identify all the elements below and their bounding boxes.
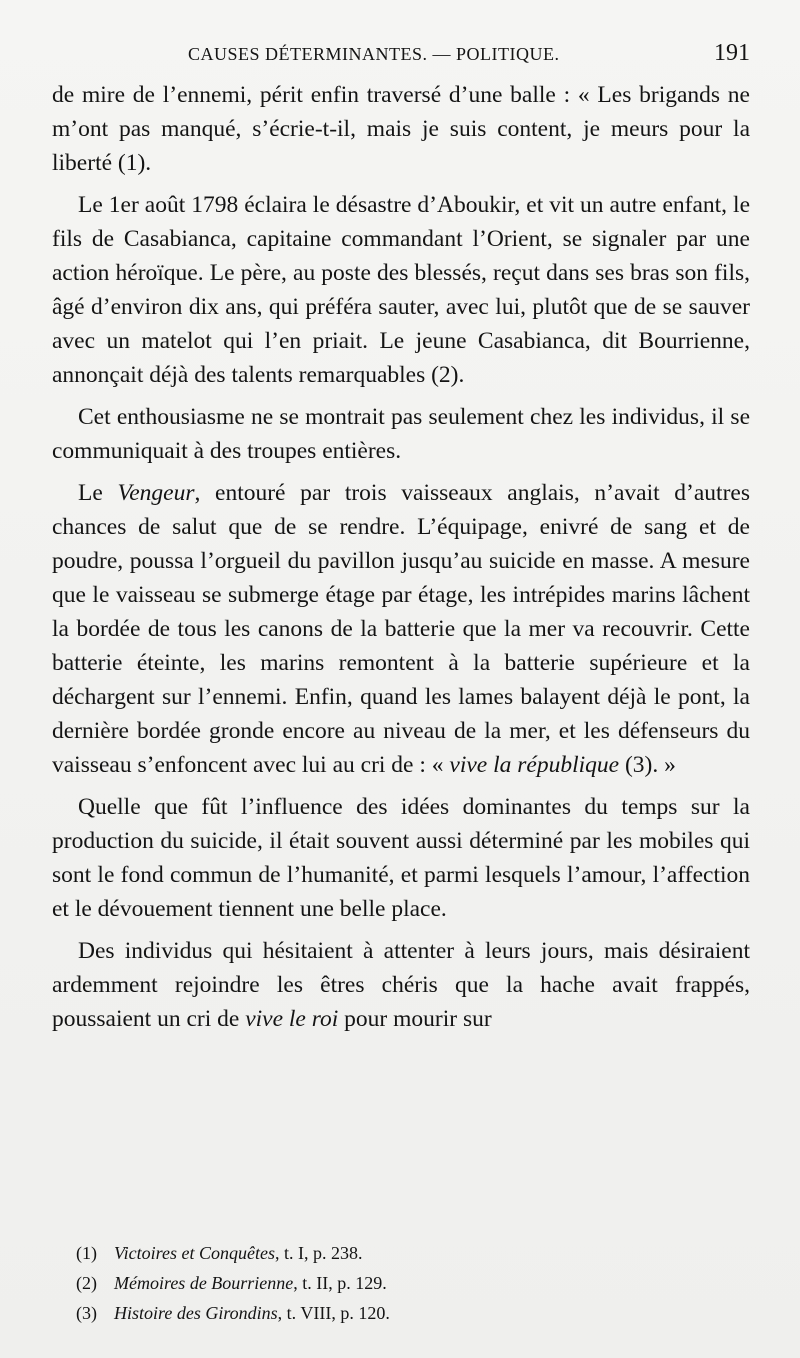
paragraph-4-body: , entouré par trois vaisseaux anglais, n’avait d’autres chances de salut que de se rendre. L’équipage, enivré de sang et de poudre, poussa l’orgueil du pavillon jusqu’au suicide en masse. A mesure que le vaisseau se submerge étage par étage, les intrépides marins lâchent la bordée de tous les canons de la batterie que la mer va recouvrir. Cette batterie éteinte, les marins remontent à la batterie supérieure et la déchargent sur l’ennemi. Enfin, quand les lames balayent déjà le pont, la dernière bordée gronde encore au niveau de la mer, et les défenseurs du vaisseau s’enfoncent avec lui au cri de : «: [52, 480, 750, 778]
page-header: [52, 40, 750, 68]
footnote-2-ref: , t. II, p. 129.: [293, 1273, 387, 1293]
paragraph-1: de mire de l’ennemi, périt enfin traversé d’une balle : « Les brigands ne m’ont pas manqué, s’écrie-t-il, mais je suis content, je meurs pour la liberté (1).: [52, 82, 750, 176]
paragraph-6-start: Des individus qui hésitaient à attenter à leurs jours, mais désiraient ardemment rejoindre les êtres chéris que la hache avait frappés, poussaient un cri de: [52, 938, 750, 1032]
footnote-1-ref: , t. I, p. 238.: [274, 1243, 363, 1263]
paragraph-6: [52, 934, 750, 1036]
footnote-3-title: Histoire des Girondins: [114, 1303, 278, 1323]
footnote-2-number: (2): [76, 1273, 97, 1293]
paragraph-4-end: (3). »: [619, 752, 676, 778]
footnote-1-number: (1): [76, 1243, 97, 1263]
page-number: 191: [714, 40, 750, 66]
cry-republique: vive la république: [449, 752, 620, 778]
ship-name: Vengeur: [117, 480, 195, 506]
footnote-3: [76, 1298, 726, 1328]
cry-roi: vive le roi: [245, 1006, 339, 1032]
footnote-3-number: (3): [76, 1303, 97, 1323]
running-head: CAUSES DÉTERMINANTES. — POLITIQUE.: [188, 44, 560, 64]
footnote-2: [76, 1268, 726, 1298]
footnotes: [76, 1238, 726, 1328]
paragraph-4-start: Le: [78, 480, 118, 506]
paragraph-6-end: pour mourir sur: [338, 1006, 492, 1032]
paragraph-5: Quelle que fût l’influence des idées dominantes du temps sur la production du suicide, il était souvent aussi déterminé par les mobiles qui sont le fond commun de l’humanité, et parmi lesquels l’amour, l’affection et le dévouement tiennent une belle place.: [52, 794, 750, 922]
paragraph-4: [52, 476, 750, 782]
footnote-2-title: Mémoires de Bourrienne: [114, 1273, 294, 1293]
paragraph-3: Cet enthousiasme ne se montrait pas seulement chez les individus, il se communiquait à des troupes entières.: [52, 404, 750, 464]
footnote-1: [76, 1238, 726, 1268]
body-text: [52, 78, 750, 1044]
footnote-1-title: Victoires et Conquêtes: [114, 1243, 275, 1263]
paragraph-2: Le 1er août 1798 éclaira le désastre d’Aboukir, et vit un autre enfant, le fils de Casabianca, capitaine commandant l’Orient, se signaler par une action héroïque. Le père, au poste des blessés, reçut dans ses bras son fils, âgé d’environ dix ans, qui préféra sauter, avec lui, plutôt que de se sauver avec un matelot qui l’en priait. Le jeune Casabianca, dit Bourrienne, annonçait déjà des talents remarquables (2).: [52, 192, 750, 388]
footnote-3-ref: , t. VIII, p. 120.: [277, 1303, 390, 1323]
